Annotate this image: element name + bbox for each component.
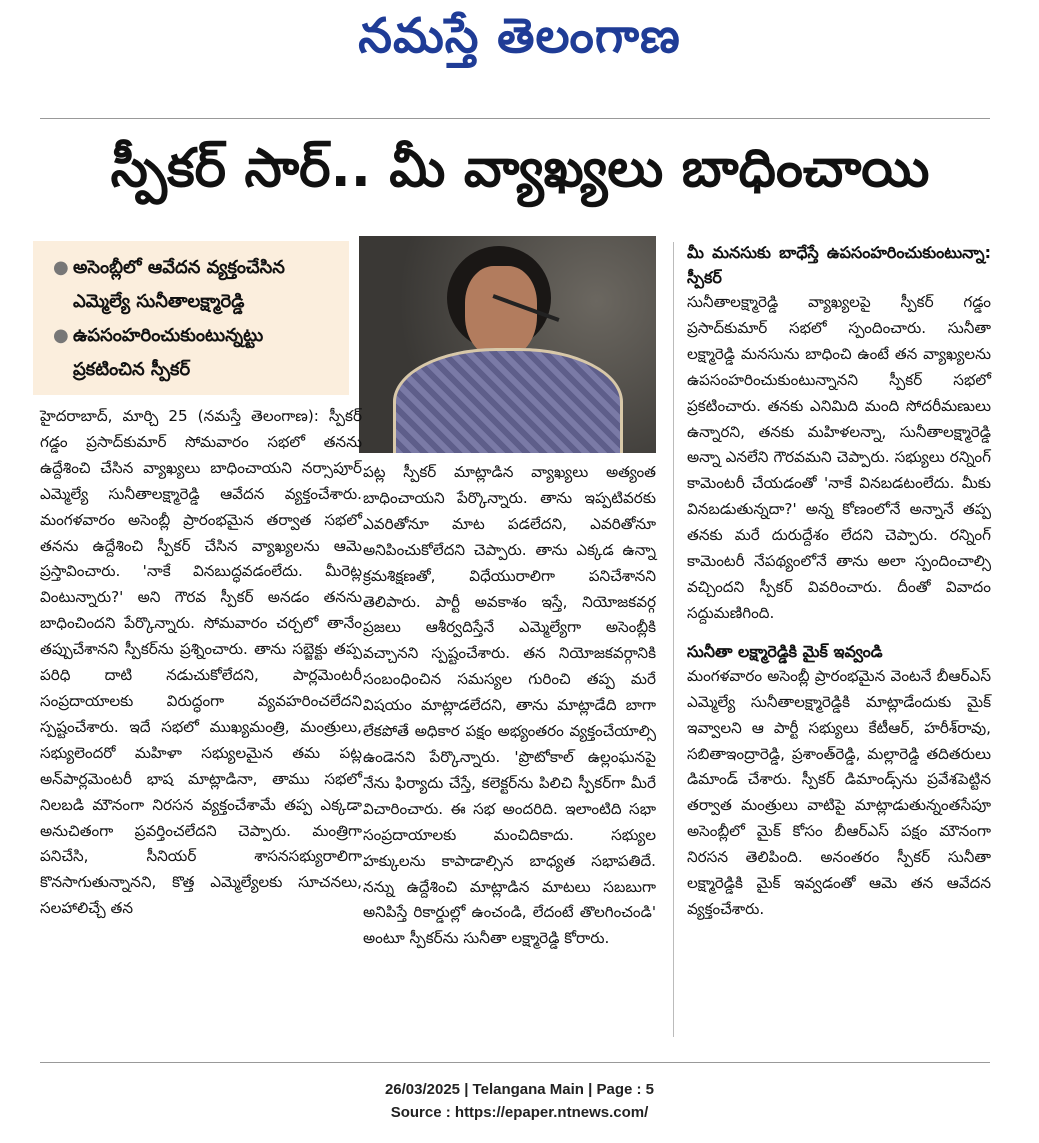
article-paragraph: హైదరాబాద్, మార్చి 25 (నమస్తే తెలంగాణ): స్పీకర్ గడ్డం ప్రసాద్‌కుమార్ సోమవారం సభలో తనను ఉద్దేశించి చేసిన వ్యాఖ్యలు బాధించాయని నర్సాపూర్ ఎమ్మెల్యే సునీతాలక్ష్మారెడ్డి ఆవేదన వ్యక్తంచేశారు. మంగళవారం అసెంబ్లీ ప్రారంభమైన తర్వాత సభలో తనను ఉద్దేశించి స్పీకర్ చేసిన వ్యాఖ్యలను ఆమె ప్రస్తావించారు. 'నాకే వినబుద్ధవడంలేదు. మీరెట్ల వింటున్నారు?' అని గౌరవ స్పీకర్ అనడం తనను బాధించిందని పేర్కొన్నారు. సోమవారం చర్చలో తానేం తప్పుచేశానని స్పీకర్‌ను ప్రశ్నించారు. తాను సబ్జెక్టు తప్ప పరిధి దాటి నడుచుకోలేదని, పార్లమెంటరీ సంప్రదాయాలకు విరుద్ధంగా వ్యవహరించలేదని స్పష్టంచేశారు. ఇదే సభలో ముఖ్యమంత్రి, మంత్రులు, సభ్యులెందరో మహిళా సభ్యులమైన తమ పట్ల అన్‌పార్లమెంటరీ భాష మాట్లాడినా, తాము సభలో నిలబడి మౌనంగా నిరసన వ్యక్తంచేశామే తప్ప ఎక్కడా అనుచితంగా ప్రవర్తించలేదని చెప్పారు. మంత్రిగా పనిచేసి, సీనియర్ శాసనసభ్యురాలిగా కొనసాగుతున్నానని, కొత్త ఎమ్మెల్యేలకు సూచనలు, సలహాలిచ్చే తన — [40, 407, 362, 918]
article-paragraph: సునీతాలక్ష్మారెడ్డి వ్యాఖ్యలపై స్పీకర్ గడ్డం ప్రసాద్‌కుమార్ సభలో స్పందించారు. సునీతా లక్ష్మారెడ్డి మనసును బాధించి ఉంటే తన వ్యాఖ్యలను ఉపసంహరించుకుంటున్నానని స్పీకర్ సభలో ప్రకటించారు. తనకు ఎనిమిది మంది సోదరీమణులు ఉన్నారని, తనకు మహిళలన్నా, సునీతాలక్ష్మారెడ్డి అన్నా ఎనలేని గౌరవమని చెప్పారు. సభ్యులు రన్నింగ్ కామెంటరీ చేయడంతో 'నాకే వినబడటంలేదు. మీకు వినబడుతున్నదా?' అన్న కోణంలోనే అన్నానే తప్ప తనకు మరే దురుద్దేశం లేదని చెప్పారు. రన్నింగ్ కామెంటరీ నేపథ్యంలోనే తాను అలా స్పందించాల్సి వచ్చిందని స్పీకర్ వివరించారు. దీంతో వివాదం సద్దుమణిగింది. — [687, 293, 991, 622]
highlight-text: అసెంబ్లీలో ఆవేదన వ్యక్తంచేసిన ఎమ్మెల్యే సునీతాలక్ష్మారెడ్డి — [73, 257, 285, 312]
masthead-logo: నమస్తే తెలంగాణ — [358, 8, 681, 64]
footer-source-line: Source : https://epaper.ntnews.com/ — [390, 1104, 649, 1121]
bullet-icon: ● — [53, 257, 69, 278]
article-paragraph: పట్ల స్పీకర్ మాట్లాడిన వ్యాఖ్యలు అత్యంత బాధించాయని పేర్కొన్నారు. తాను ఇప్పటివరకు ఎవరితోనూ మాట పడలేదని, ఎవరితోనూ అనిపించుకోలేదని చెప్పారు. తాను ఎక్కడ ఉన్నా క్రమశిక్షణతో, విధేయురాలిగా పనిచేశానని తెలిపారు. పార్టీ అవకాశం ఇస్తే, నియోజకవర్గ ప్రజలు ఆశీర్వదిస్తేనే ఎమ్మెల్యేగా అసెంబ్లీకి వచ్చానని స్పష్టంచేశారు. తన నియోజకవర్గానికి సంబంధించిన సమస్యల గురించి తప్ప మరే విషయం మాట్లాడలేదని, తాను మాట్లాడేది బాగా లేకపోతే అధికార పక్షం అభ్యంతరం వ్యక్తంచేయాల్సి ఉండెనని పేర్కొన్నారు. 'ప్రొటోకాల్ ఉల్లంఘనపై నేను ఫిర్యాదు చేస్తే, కలెక్టర్‌ను పిలిచి స్పీకర్‌గా మీరే విచారించారు. ఈ సభ అందరిది. ఇలాంటిది సభా సంప్రదాయాలకు మంచిదికాదు. సభ్యుల హక్కులను కాపాడాల్సిన బాధ్యత సభాపతిదే. నన్ను ఉద్దేశించి మాట్లాడిన మాటలు సబబుగా అనిపిస్తే రికార్డుల్లో ఉంచండి, లేదంటే తొలగించండి' అంటూ స్పీకర్‌ను సునీతా లక్ష్మారెడ్డి కోరారు. — [363, 463, 656, 948]
article-paragraph: మంగళవారం అసెంబ్లీ ప్రారంభమైన వెంటనే బీఆర్‌ఎస్ ఎమ్మెల్యే సునీతాలక్ష్మారెడ్డికి మాట్లాడేందుకు మైక్ ఇవ్వాలని ఆ పార్టీ సభ్యులు కేటీఆర్, హరీశ్‌రావు, సబితాఇంద్రారెడ్డి, ప్రశాంత్‌రెడ్డి, మల్లారెడ్డి తదితరులు డిమాండ్ చేశారు. స్పీకర్ డిమాండ్స్‌ను ప్రవేశపెట్టిన తర్వాత మంత్రులు వాటిపై మాట్లాడుతున్నంతసేపూ అసెంబ్లీలో మైక్ కోసం బీఆర్‌ఎస్ పక్షం మౌనంగా నిరసన తెలిపింది. అనంతరం స్పీకర్ సునీతా లక్ష్మారెడ్డికి మైక్ ఇవ్వడంతో ఆమె తన ఆవేదన వ్యక్తంచేశారు. — [687, 666, 991, 918]
column-divider — [673, 242, 674, 1037]
footer-date-line: 26/03/2025 | Telangana Main | Page : 5 — [384, 1081, 655, 1098]
highlights-box — [33, 241, 349, 395]
highlight-text: ఉపసంహరించుకుంటున్నట్టు ప్రకటించిన స్పీకర్ — [73, 325, 264, 380]
mla-photo — [359, 236, 656, 453]
article-column-3 — [687, 240, 991, 923]
photo-face — [465, 266, 537, 358]
subheading: మీ మనసుకు బాధేస్తే ఉపసంహరించుకుంటున్నా: స్పీకర్ — [687, 243, 991, 287]
highlight-item — [51, 251, 339, 319]
photo-saree-border — [393, 348, 623, 453]
subheading: సునీతా లక్ష్మారెడ్డికి మైక్ ఇవ్వండి — [687, 641, 883, 661]
top-rule — [40, 118, 990, 119]
highlight-item — [51, 319, 339, 387]
article-column-2 — [363, 460, 656, 952]
article-column-1 — [40, 404, 362, 922]
bullet-icon: ● — [53, 325, 69, 346]
headline: స్పీకర్ సార్.. మీ వ్యాఖ్యలు బాధించాయి — [110, 138, 930, 199]
bottom-rule — [40, 1062, 990, 1063]
